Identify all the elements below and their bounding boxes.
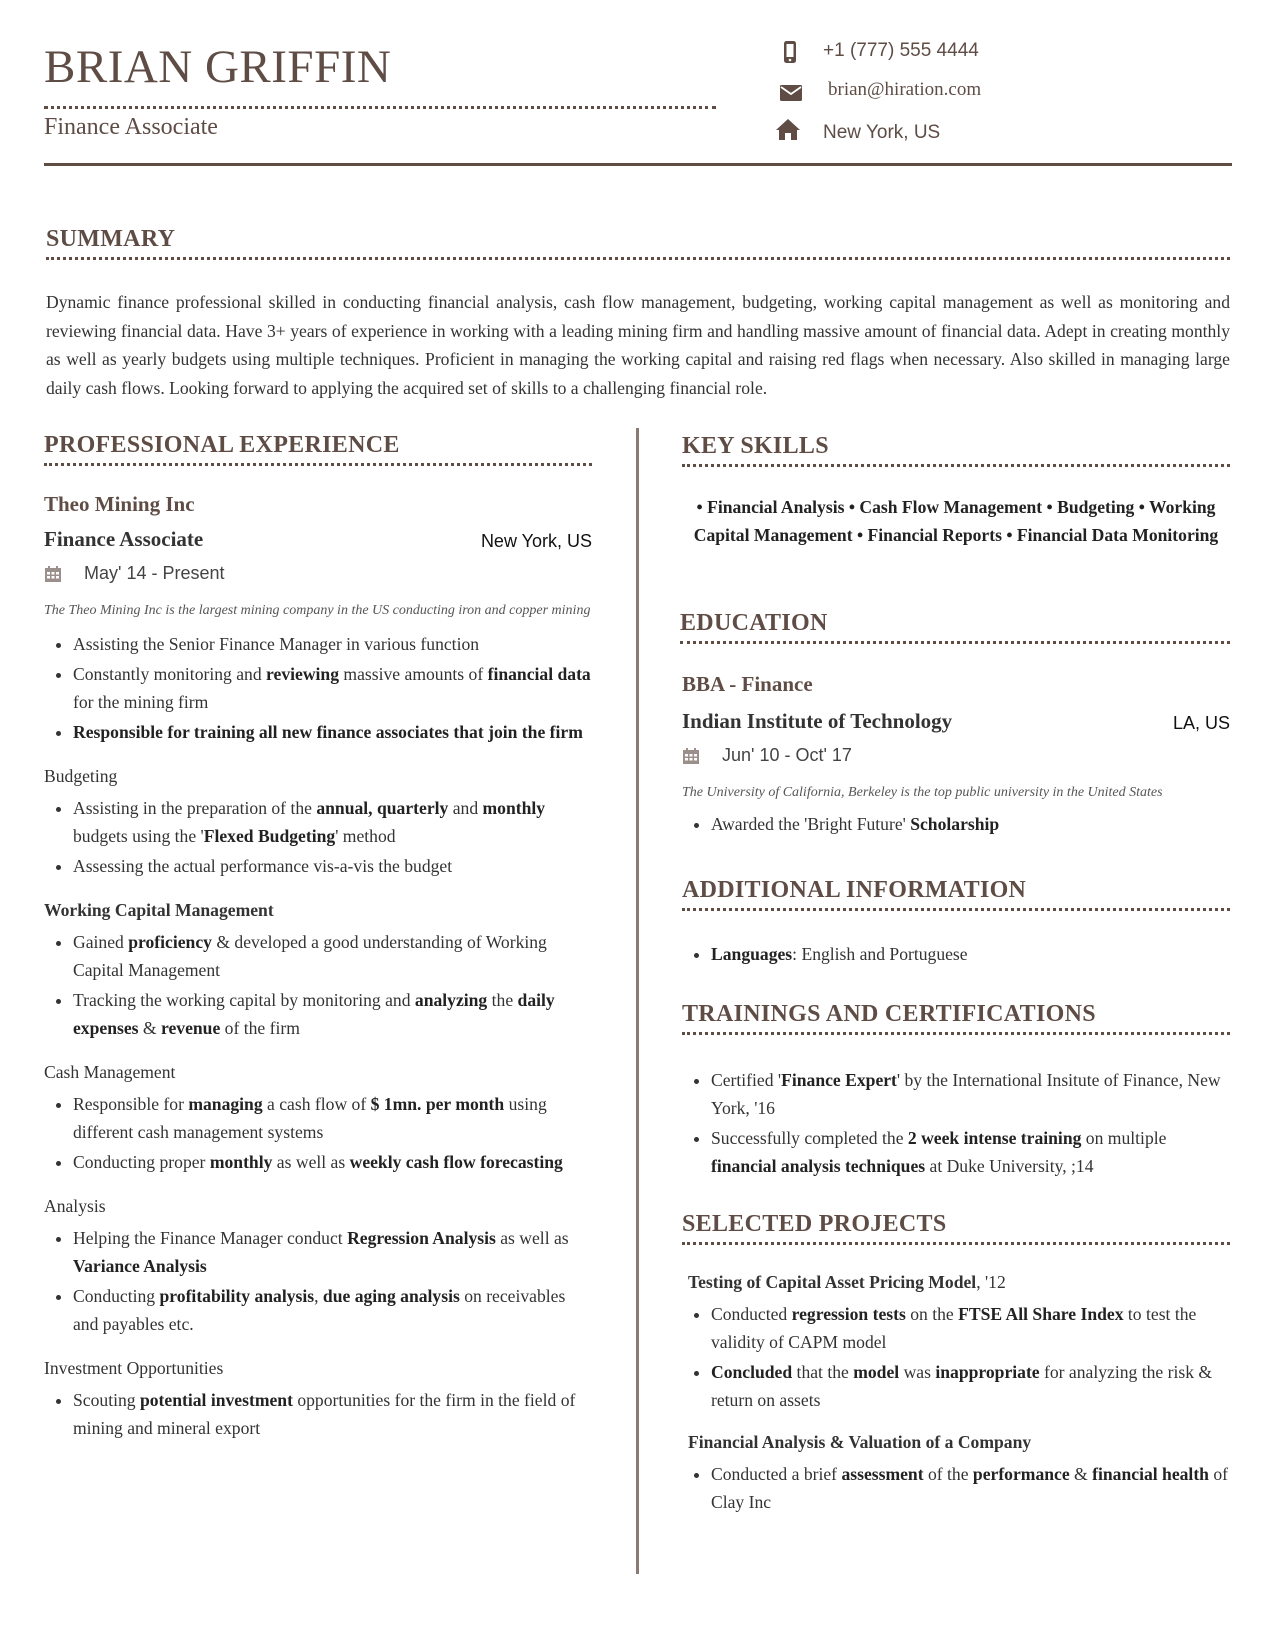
education-dates: Jun' 10 - Oct' 17 <box>722 745 852 765</box>
experience-bullet: • Scouting potential investment opportunities for the firm in the field of mining and mineral export <box>73 1386 592 1442</box>
phone-number[interactable]: +1 (777) 555 4444 <box>823 40 979 61</box>
projects-rule <box>682 1242 1230 1245</box>
role-location: New York, US <box>480 531 592 551</box>
experience-bullet: • Responsible for managing a cash flow of $ 1mn. per month using different cash management systems <box>73 1090 592 1146</box>
experience-subheading: Working Capital Management <box>44 900 274 920</box>
experience-bullet-list <box>44 1386 592 1442</box>
school-line <box>682 709 1230 743</box>
education-date-line <box>682 745 1230 775</box>
summary-heading: SUMMARY <box>46 226 176 252</box>
education-bullets <box>682 810 1230 838</box>
training-bullet: • Successfully completed the 2 week intense training on multiple financial analysis techniques at Duke University, ;14 <box>711 1124 1230 1180</box>
additional-section <box>682 934 1230 970</box>
experience-subheading: Investment Opportunities <box>44 1358 224 1378</box>
additional-bullet: • Languages: English and Portuguese <box>711 940 1230 968</box>
experience-subheading: Analysis <box>44 1196 106 1216</box>
experience-bullet-list <box>44 794 592 880</box>
experience-bullet: • Gained proficiency & developed a good understanding of Working Capital Management <box>73 928 592 984</box>
calendar-icon <box>682 747 700 765</box>
experience-bullet: • Assessing the actual performance vis-a-vis the budget <box>73 852 592 880</box>
header-divider <box>44 163 1232 166</box>
home-icon <box>775 117 801 143</box>
project-title: Testing of Capital Asset Pricing Model, '12 <box>688 1272 1006 1292</box>
skills-rule <box>682 464 1230 467</box>
experience-bullet: • Assisting the Senior Finance Manager in various function <box>73 630 592 658</box>
skills-heading: KEY SKILLS <box>682 433 829 459</box>
date-line <box>44 563 592 593</box>
school-location: LA, US <box>1172 713 1230 733</box>
experience-subheading: Cash Management <box>44 1062 176 1082</box>
skills-list: • Financial Analysis • Cash Flow Management • Budgeting • Working Capital Management • Financial Reports • Financial Data Monitoring <box>693 497 1219 545</box>
experience-groups <box>44 630 592 1442</box>
education-section <box>682 672 1230 840</box>
experience-bullet: • Helping the Finance Manager conduct Regression Analysis as well as Variance Analysis <box>73 1224 592 1280</box>
school-name: Indian Institute of Technology <box>682 709 953 733</box>
experience-bullet: • Assisting in the preparation of the annual, quarterly and monthly budgets using the 'Flexed Budgeting' method <box>73 794 592 850</box>
calendar-icon <box>44 565 62 583</box>
experience-bullet: • Tracking the working capital by monitoring and analyzing the daily expenses & revenue of the firm <box>73 986 592 1042</box>
school-description: The University of California, Berkeley is the top public university in the United States <box>682 785 1163 800</box>
experience-bullet: • Conducting profitability analysis, due aging analysis on receivables and payables etc. <box>73 1282 592 1338</box>
skills-section <box>682 494 1230 549</box>
additional-rule <box>682 908 1230 911</box>
additional-heading: ADDITIONAL INFORMATION <box>682 877 1027 903</box>
mobile-phone-icon <box>777 40 803 66</box>
job-title: Finance Associate <box>44 114 218 140</box>
project-bullet: • Conducted a brief assessment of the performance & financial health of Clay Inc <box>711 1460 1230 1516</box>
experience-bullet-list <box>44 1224 592 1338</box>
summary-rule <box>46 257 1230 260</box>
experience-bullet-list <box>44 928 592 1042</box>
trainings-heading: TRAININGS AND CERTIFICATIONS <box>682 1001 1096 1027</box>
degree-name: BBA - Finance <box>682 672 813 696</box>
company-name: Theo Mining Inc <box>44 492 195 516</box>
project-title: Financial Analysis & Valuation of a Company <box>688 1432 1032 1452</box>
name-underline <box>44 106 716 109</box>
education-rule <box>680 641 1230 644</box>
project-bullet: • Conducted regression tests on the FTSE All Share Index to test the validity of CAPM model <box>711 1300 1230 1356</box>
summary-text: Dynamic finance professional skilled in conducting financial analysis, cash flow management, budgeting, working capital management as well as monitoring and reviewing financial data. Have 3+ years of experience in working with a leading mining firm and handling massive amount of financial data. Adept in creating monthly as well as yearly budgets using multiple techniques. Proficient in managing the working capital and raising red flags when necessary. Also skilled in managing large daily cash flows. Looking forward to applying the acquired set of skills to a challenging financial role. <box>46 292 1230 398</box>
project-bullet: • Concluded that the model was inappropriate for analyzing the risk & return on assets <box>711 1358 1230 1414</box>
email-address[interactable]: brian@hiration.com <box>828 79 982 100</box>
employment-dates: May' 14 - Present <box>84 563 225 583</box>
experience-bullet: • Responsible for training all new finance associates that join the firm <box>73 718 592 746</box>
role-title: Finance Associate <box>44 527 204 551</box>
projects-heading: SELECTED PROJECTS <box>682 1211 947 1237</box>
trainings-rule <box>682 1032 1230 1035</box>
company-description: The Theo Mining Inc is the largest mining company in the US conducting iron and copper mining <box>44 603 591 618</box>
experience-bullet-list <box>44 630 592 746</box>
experience-heading: PROFESSIONAL EXPERIENCE <box>44 432 400 458</box>
experience-bullet: • Conducting proper monthly as well as weekly cash flow forecasting <box>73 1148 592 1176</box>
project-bullet-list <box>682 1300 1230 1414</box>
additional-bullets <box>682 940 1230 968</box>
experience-bullet-list <box>44 1090 592 1176</box>
education-bullet: • Awarded the 'Bright Future' Scholarship <box>711 810 1230 838</box>
role-line <box>44 527 592 561</box>
experience-bullet: • Constantly monitoring and reviewing massive amounts of financial data for the mining firm <box>73 660 592 716</box>
trainings-section <box>682 1060 1230 1182</box>
education-heading: EDUCATION <box>680 610 828 636</box>
column-divider <box>636 428 639 1574</box>
experience-rule <box>44 463 592 466</box>
experience-subheading: Budgeting <box>44 766 118 786</box>
training-bullet: • Certified 'Finance Expert' by the International Insitute of Finance, New York, '16 <box>711 1066 1230 1122</box>
trainings-bullets <box>682 1066 1230 1180</box>
candidate-name: BRIAN GRIFFIN <box>44 41 392 93</box>
project-bullet-list <box>682 1460 1230 1516</box>
projects-section <box>682 1270 1230 1518</box>
envelope-icon <box>779 80 805 106</box>
location-text: New York, US <box>823 122 941 143</box>
experience-section <box>44 492 592 1444</box>
